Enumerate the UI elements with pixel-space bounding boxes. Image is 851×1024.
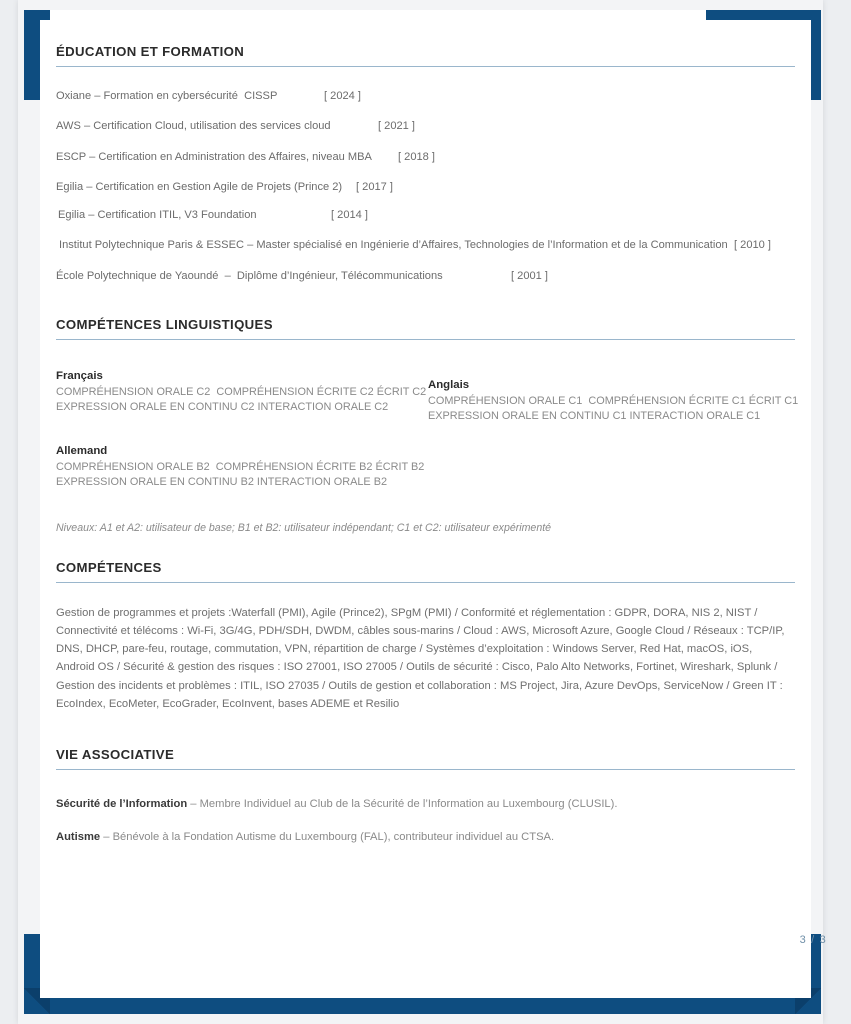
section-title-education: ÉDUCATION ET FORMATION [56, 44, 245, 59]
education-entry-text: Institut Polytechnique Paris & ESSEC – Master spécialisé en Ingénierie d’Affaires, Technologies de l’Information et de la Communication [59, 239, 728, 252]
language-skill-line: COMPRÉHENSION ORALE B2 COMPRÉHENSION ÉCRITE B2 ÉCRIT B2 [56, 460, 425, 473]
language-skill-line: EXPRESSION ORALE EN CONTINU C1 INTERACTION ORALE C1 [428, 410, 761, 423]
education-entry-text: AWS – Certification Cloud, utilisation des services cloud [56, 120, 331, 133]
education-entry-year: [ 2021 ] [378, 120, 416, 133]
language-skill-line: COMPRÉHENSION ORALE C1 COMPRÉHENSION ÉCRITE C1 ÉCRIT C1 [428, 394, 799, 407]
section-associative [56, 747, 796, 843]
paper-top-notch [50, 10, 706, 22]
language-block [56, 370, 426, 416]
page-number: 3 / 3 [799, 934, 827, 946]
page-content [56, 44, 799, 984]
education-entry [56, 180, 796, 194]
education-entry-text: ESCP – Certification en Administration des Affaires, niveau MBA [56, 150, 372, 163]
education-entry-year: [ 2024 ] [324, 90, 362, 102]
education-entry [56, 208, 796, 222]
language-skill-line: EXPRESSION ORALE EN CONTINU B2 INTERACTION ORALE B2 [56, 476, 388, 489]
language-skill-line: EXPRESSION ORALE EN CONTINU C2 INTERACTION ORALE C2 [56, 401, 389, 414]
section-education [56, 44, 796, 283]
education-entry [56, 150, 796, 164]
section-languages [56, 316, 799, 560]
language-name: Allemand [56, 444, 108, 457]
section-skills [56, 560, 796, 713]
education-entry-year: [ 2017 ] [356, 181, 394, 194]
languages-grid [56, 340, 799, 560]
language-skill-line: COMPRÉHENSION ORALE C2 COMPRÉHENSION ÉCRITE C2 ÉCRIT C2 [56, 385, 427, 398]
associative-entry-label: Autisme [56, 830, 104, 843]
section-title-skills: COMPÉTENCES [56, 559, 162, 575]
education-entry [56, 238, 796, 252]
associative-entry [56, 831, 796, 843]
section-title-languages: COMPÉTENCES LINGUISTIQUES [56, 316, 273, 332]
section-title-associative: VIE ASSOCIATIVE [56, 746, 175, 762]
language-name: Anglais [428, 378, 470, 391]
education-entry-text: Egilia – Certification en Gestion Agile de Projets (Prince 2) [56, 181, 343, 194]
language-block [56, 445, 424, 491]
associative-entry-label: Sécurité de l’Information [56, 797, 191, 810]
education-entry [56, 89, 796, 103]
education-entry-text: Egilia – Certification ITIL, V3 Foundation [58, 208, 257, 221]
associative-list [56, 770, 796, 843]
associative-entry-detail: – Bénévole à la Fondation Autisme du Luxembourg (FAL), contributeur individuel au CTSA. [103, 830, 555, 843]
languages-level-note: Niveaux: A1 et A2: utilisateur de base; B1 et B2: utilisateur indépendant; C1 et C2: utilisateur expérimenté [56, 521, 552, 534]
associative-entry [56, 798, 796, 810]
skills-body-text: Gestion de programmes et projets :Waterfall (PMI), Agile (Prince2), SPgM (PMI) / Conformité et réglementation : GDPR, DORA, NIS 2, NIST / Connectivité et télécoms : Wi-Fi, 3G/4G, PDH/SDH, DWDM, câbles sous-marins / Cloud : AWS, Microsoft Azure, Google Cloud / Réseaux : TCP/IP, DNS, DHCP, pare-feu, routage, commutation, VPN, répartition de charge / Systèmes d’exploitation : Windows Server, Red Hat, macOS, iOS, Android OS / Sécurité & gestion des risques : ISO 27001, ISO 27005 / Outils de sécurité : Cisco, Palo Alto Networks, Fortinet, Wireshark, Splunk / Gestion des incidents et problèmes : ITIL, ISO 27035 / Outils de gestion et collaboration : MS Project, Jira, Azure DevOps, ServiceNow / Green IT : EcoIndex, EcoMeter, EcoGrader, EcoInvent, bases ADEME et Resilio [56, 606, 785, 710]
education-entry-year: [ 2014 ] [331, 208, 369, 221]
education-entry-text: École Polytechnique de Yaoundé – Diplôme d’Ingénieur, Télécommunications [56, 269, 443, 282]
language-block [428, 379, 798, 425]
education-entry-year: [ 2010 ] [734, 239, 772, 252]
education-entry [56, 119, 796, 133]
education-entry-year: [ 2001 ] [511, 269, 549, 282]
associative-entry-detail: – Membre Individuel au Club de la Sécurité de l’Information au Luxembourg (CLUSIL). [190, 797, 618, 810]
language-name: Français [56, 369, 103, 382]
education-entry-text: Oxiane – Formation en cybersécurité CISSP [56, 90, 278, 102]
education-entry-year: [ 2018 ] [398, 150, 436, 163]
education-entry [56, 269, 796, 283]
education-list [56, 67, 796, 283]
